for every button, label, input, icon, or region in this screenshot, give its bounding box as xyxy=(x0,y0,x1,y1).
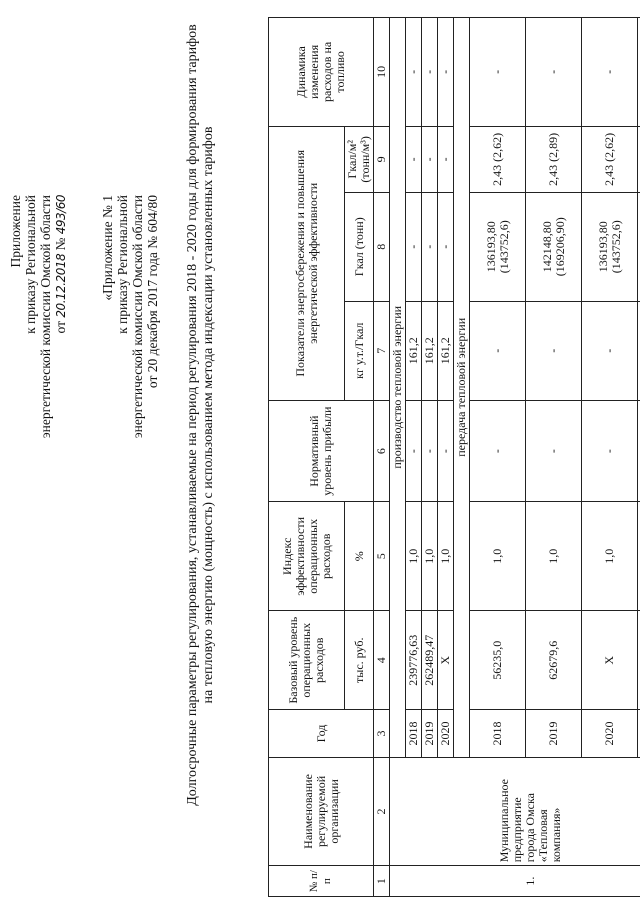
cell-e2: - xyxy=(406,192,422,301)
org-number: 1. xyxy=(390,866,640,897)
cell-e3: 2,43 (2,89) xyxy=(526,126,582,192)
header-index: Индекс эффективности операционных расходов xyxy=(269,502,345,611)
cell-profit: - xyxy=(406,400,422,502)
appendix-header xyxy=(8,195,69,438)
cell-e1: 161,2 xyxy=(422,301,438,400)
unit-index: % xyxy=(345,502,374,611)
cell-year: 2020 xyxy=(438,710,454,757)
header-dynamics: Динамика изменения расходов на топливо xyxy=(269,18,374,127)
cell-index: 1,0 xyxy=(526,502,582,611)
cell-e2: - xyxy=(438,192,454,301)
header-num: № п/п xyxy=(269,866,374,897)
cell-year: 2020 xyxy=(582,710,638,757)
cell-base: X xyxy=(438,611,454,710)
cell-e2: 136193,80 (143752,6) xyxy=(582,192,638,301)
handwritten-date: 20.12.2018 xyxy=(54,253,68,318)
cell-base: 262489,47 xyxy=(422,611,438,710)
cell-dyn: - xyxy=(582,18,638,127)
cell-base: 56235,0 xyxy=(470,611,526,710)
cell-index: 1,0 xyxy=(438,502,454,611)
cell-e3: - xyxy=(422,126,438,192)
header-energy: Показатели энергосбережения и повышения энергетической эффективности xyxy=(269,126,345,400)
col-num: 1 xyxy=(374,866,390,897)
appendix-line: «Приложение № 1 xyxy=(100,195,115,301)
cell-profit: - xyxy=(422,400,438,502)
appendix-line: энергетической комиссии Омской области xyxy=(38,195,53,439)
parameters-table xyxy=(268,17,640,897)
col-num: 4 xyxy=(374,611,390,710)
col-num: 5 xyxy=(374,502,390,611)
order-number-sign: № xyxy=(53,237,68,251)
cell-e1: - xyxy=(470,301,526,400)
col-num: 2 xyxy=(374,757,390,866)
handwritten-order-number: 493/60 xyxy=(54,195,68,235)
cell-e3: - xyxy=(406,126,422,192)
header-profit: Нормативный уровень прибыли xyxy=(269,400,374,502)
cell-base: 239776,63 xyxy=(406,611,422,710)
unit-e2: Гкал (тонн) xyxy=(345,192,374,301)
cell-e2: 136193,80 (143752,6) xyxy=(470,192,526,301)
cell-index: 1,0 xyxy=(406,502,422,611)
section-production: производство тепловой энергии xyxy=(390,18,406,758)
cell-e3: 2,43 (2,62) xyxy=(582,126,638,192)
cell-base: X xyxy=(582,611,638,710)
appendix-line: от 20 декабря 2017 года № 604/80 xyxy=(145,195,160,389)
appendix-line: к приказу Региональной xyxy=(23,195,38,334)
col-num: 9 xyxy=(374,126,390,192)
col-num: 6 xyxy=(374,400,390,502)
appendix-line: к приказу Региональной xyxy=(115,195,130,334)
section-row-production xyxy=(390,18,406,897)
cell-index: 1,0 xyxy=(470,502,526,611)
cell-e2: 142148,80 (169206,90) xyxy=(526,192,582,301)
order-prefix: от xyxy=(53,320,68,334)
cell-e3: - xyxy=(438,126,454,192)
cell-index: 1,0 xyxy=(422,502,438,611)
cell-dyn: - xyxy=(422,18,438,127)
col-num: 7 xyxy=(374,301,390,400)
cell-e1: 161,2 xyxy=(438,301,454,400)
section-transfer: передача тепловой энергии xyxy=(454,18,470,758)
cell-e2: - xyxy=(422,192,438,301)
col-num: 8 xyxy=(374,192,390,301)
cell-dyn: - xyxy=(470,18,526,127)
document-title: Долгосрочные параметры регулирования, устанавливаемые на период регулирования 2018 - 2020 годы для формирования тарифов на тепловую энергию (мощность) с использованием метода индексации установленных тарифов xyxy=(185,24,216,806)
header-year: Год xyxy=(269,710,374,757)
cell-profit: - xyxy=(470,400,526,502)
original-appendix-header xyxy=(100,195,160,438)
cell-dyn: - xyxy=(438,18,454,127)
cell-e1: - xyxy=(582,301,638,400)
header-org: Наименование регулируемой организации xyxy=(269,757,374,866)
cell-dyn: - xyxy=(526,18,582,127)
cell-index: 1,0 xyxy=(582,502,638,611)
cell-year: 2019 xyxy=(422,710,438,757)
cell-profit: - xyxy=(438,400,454,502)
column-numbers-row xyxy=(374,18,390,897)
cell-e3: 2,43 (2,62) xyxy=(470,126,526,192)
org-name: Муниципальное предприятие города Омска «Тепловая компания» xyxy=(390,757,640,866)
appendix-line: Приложение xyxy=(8,195,23,268)
appendix-line: энергетической комиссии Омской области xyxy=(130,195,145,439)
cell-profit: - xyxy=(582,400,638,502)
cell-profit: - xyxy=(526,400,582,502)
unit-e1: кг у.т./Гкал xyxy=(345,301,374,400)
cell-e1: 161,2 xyxy=(406,301,422,400)
cell-base: 62679,6 xyxy=(526,611,582,710)
cell-year: 2018 xyxy=(470,710,526,757)
cell-year: 2019 xyxy=(526,710,582,757)
col-num: 10 xyxy=(374,18,390,127)
cell-year: 2018 xyxy=(406,710,422,757)
cell-dyn: - xyxy=(406,18,422,127)
order-line xyxy=(53,195,69,438)
col-num: 3 xyxy=(374,710,390,757)
cell-e1: - xyxy=(526,301,582,400)
unit-e3: Гкал/м² (тонн/м³) xyxy=(345,126,374,192)
unit-base: тыс. руб. xyxy=(345,611,374,710)
header-base: Базовый уровень операционных расходов xyxy=(269,611,345,710)
